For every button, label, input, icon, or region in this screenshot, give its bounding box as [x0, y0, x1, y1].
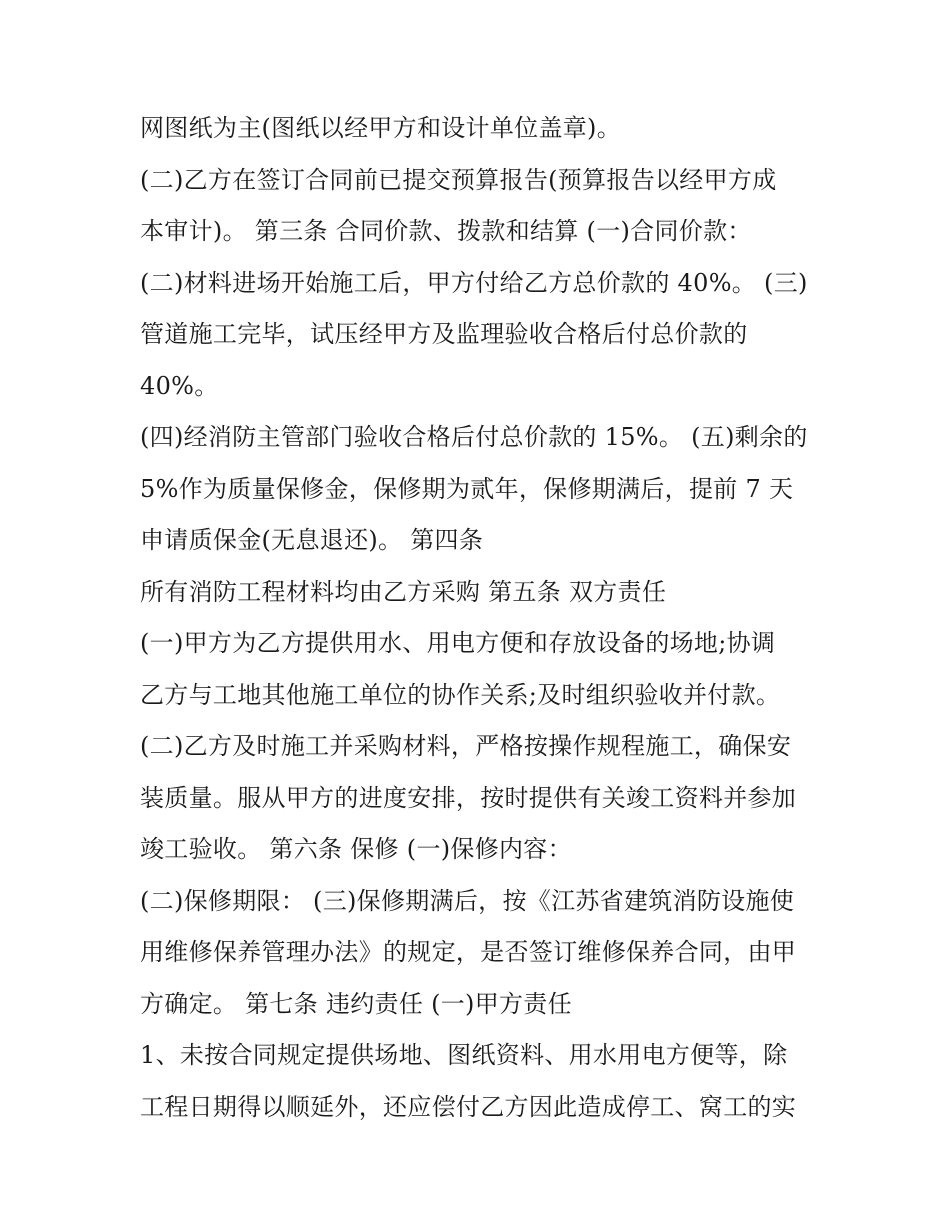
text-line: 5%作为质量保修金，保修期为贰年，保修期满后，提前 7 天: [140, 474, 794, 503]
text-line: 管道施工完毕，试压经甲方及监理验收合格后付总价款的: [140, 320, 748, 348]
text-line: 用维修保养管理办法》的规定，是否签订维修保养合同，由甲: [140, 938, 797, 966]
text-line: 乙方与工地其他施工单位的协作关系;及时组织验收并付款。: [140, 680, 781, 709]
text-line: (二)保修期限： (三)保修期满后，按《江苏省建筑消防设施使: [140, 886, 795, 915]
text-line: 40%。: [140, 371, 219, 400]
text-line: (二)材料进场开始施工后，甲方付给乙方总价款的 40%。 (三): [140, 268, 808, 297]
text-line: (四)经消防主管部门验收合格后付总价款的 15%。 (五)剩余的: [140, 423, 808, 451]
contract-text-block: [140, 106, 830, 1136]
text-line: 方确定。 第七条 违约责任 (一)甲方责任: [140, 989, 572, 1018]
text-line: (二)乙方及时施工并采购材料，严格按操作规程施工，确保安: [140, 732, 792, 760]
text-line: 申请质保金(无息退还)。 第四条: [140, 526, 484, 554]
text-line: 竣工验收。 第六条 保修 (一)保修内容：: [140, 835, 572, 863]
text-line: (二)乙方在签订合同前已提交预算报告(预算报告以经甲方成: [140, 165, 777, 194]
text-line: 所有消防工程材料均由乙方采购 第五条 双方责任: [140, 577, 667, 606]
text-line: 本审计)。 第三条 合同价款、拨款和结算 (一)合同价款：: [140, 217, 752, 245]
text-line: 工程日期得以顺延外，还应偿付乙方因此造成停工、窝工的实: [140, 1092, 797, 1121]
text-line: 1、未按合同规定提供场地、图纸资料、用水用电方便等，除: [140, 1041, 788, 1069]
text-line: 网图纸为主(图纸以经甲方和设计单位盖章)。: [140, 114, 622, 142]
text-line: (一)甲方为乙方提供用水、用电方便和存放设备的场地;协调: [140, 629, 776, 657]
text-line: 装质量。服从甲方的进度安排，按时提供有关竣工资料并参加: [140, 783, 797, 812]
